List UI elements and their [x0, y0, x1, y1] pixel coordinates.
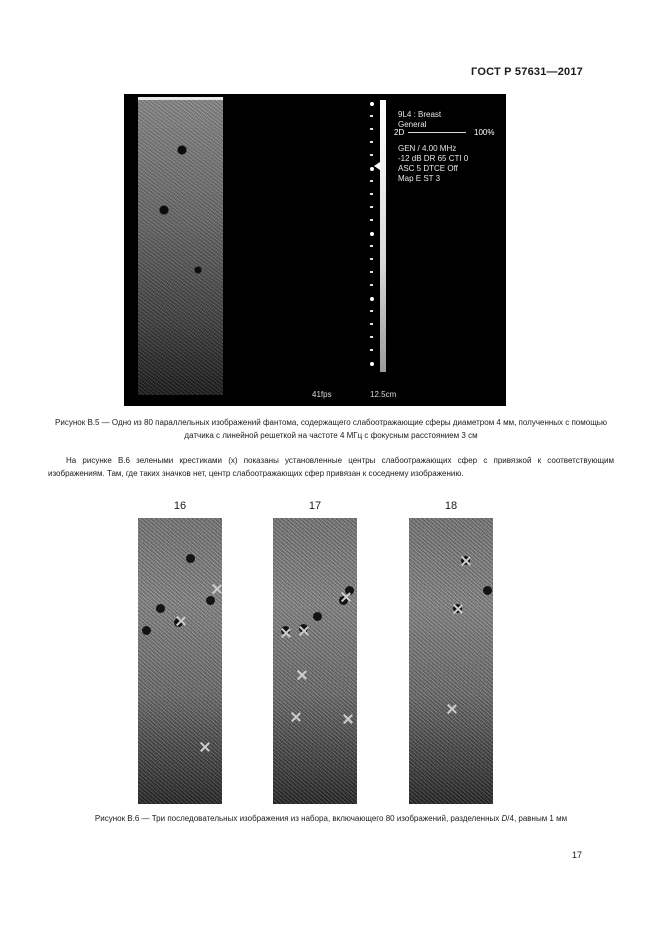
caption-text-end: /4, равным 1 мм — [507, 814, 568, 823]
panel-label-16: 16 — [173, 500, 187, 512]
sphere — [142, 626, 151, 635]
ruler-tick — [370, 245, 373, 247]
param-line: ASC 5 DTCE Off — [398, 164, 458, 173]
figure-b6-caption — [48, 812, 614, 825]
center-cross-icon — [453, 604, 463, 614]
center-cross-icon — [341, 592, 351, 602]
center-cross-icon — [291, 712, 301, 722]
ruler-tick — [370, 284, 373, 286]
sphere — [206, 596, 215, 605]
depth-ruler — [370, 102, 374, 374]
info-line: 9L4 : Breast — [398, 110, 442, 119]
ultrasound-image-b5 — [124, 94, 506, 406]
info-line: General — [398, 120, 427, 129]
param-line: -12 dB DR 65 CTI 0 — [398, 154, 469, 163]
ruler-tick — [370, 102, 374, 106]
phantom-speckle-strip — [138, 100, 223, 395]
ruler-tick — [370, 310, 373, 312]
ruler-tick — [370, 128, 373, 130]
panel-label-17: 17 — [308, 500, 322, 512]
ruler-tick — [370, 193, 373, 195]
body-paragraph: На рисунке В.6 зелеными крестиками (x) показаны установленные центры слабоотражающих сфер с привязкой к соответствующим изображениям. Там, где таких значков нет, центр слабоотражающих сфер привязан к соседнему изображению. — [48, 456, 614, 478]
frame-rate: 41fps — [312, 390, 332, 399]
ruler-tick — [370, 115, 373, 117]
panel-label-18: 18 — [444, 500, 458, 512]
center-cross-icon — [343, 714, 353, 724]
param-line: Map E ST 3 — [398, 174, 441, 183]
ruler-tick — [370, 154, 373, 156]
center-cross-icon — [200, 742, 210, 752]
ruler-tick — [370, 297, 374, 301]
ruler-tick — [370, 323, 373, 325]
ruler-tick — [370, 232, 374, 236]
depth-readout: 12.5cm — [370, 390, 397, 399]
center-cross-icon — [212, 584, 222, 594]
ruler-tick — [370, 258, 373, 260]
mode-label: 2D — [394, 128, 405, 137]
center-cross-icon — [176, 616, 186, 626]
center-cross-icon — [297, 670, 307, 680]
ruler-tick — [370, 349, 373, 351]
ruler-tick — [370, 141, 373, 143]
caption-variable: D — [501, 814, 508, 823]
standard-number: ГОСТ Р 57631—2017 — [471, 66, 583, 78]
mode-line — [408, 132, 466, 133]
ruler-tick — [370, 271, 373, 273]
ultrasound-panel-18 — [409, 518, 493, 804]
center-cross-icon — [299, 626, 309, 636]
ruler-tick — [370, 219, 373, 221]
ultrasound-panel-17 — [273, 518, 357, 804]
sphere — [156, 604, 165, 613]
sphere — [483, 586, 492, 595]
sphere — [313, 612, 322, 621]
ultrasound-panel-16 — [138, 518, 222, 804]
page-number: 17 — [571, 850, 582, 860]
ruler-tick — [370, 180, 373, 182]
grayscale-bar — [380, 100, 386, 372]
center-cross-icon — [281, 628, 291, 638]
caption-text: Рисунок В.6 — Три последовательных изображения из набора, включающего 80 изображений, разделенных — [94, 814, 502, 823]
ruler-tick — [370, 206, 373, 208]
figure-b5-caption: Рисунок В.5 — Одно из 80 параллельных изображений фантома, содержащего слабоотражающие сферы диаметром 4 мм, полученных с помощью датчика с линейной решеткой на частоте 4 МГц с фокусным расстоянием 3 см — [55, 418, 607, 440]
center-cross-icon — [461, 556, 471, 566]
scanner-info — [398, 110, 468, 184]
sphere — [186, 554, 195, 563]
center-cross-icon — [447, 704, 457, 714]
param-line: GEN / 4.00 MHz — [398, 144, 457, 153]
ruler-tick — [370, 362, 374, 366]
ruler-tick — [370, 336, 373, 338]
mode-percent: 100% — [474, 128, 495, 137]
